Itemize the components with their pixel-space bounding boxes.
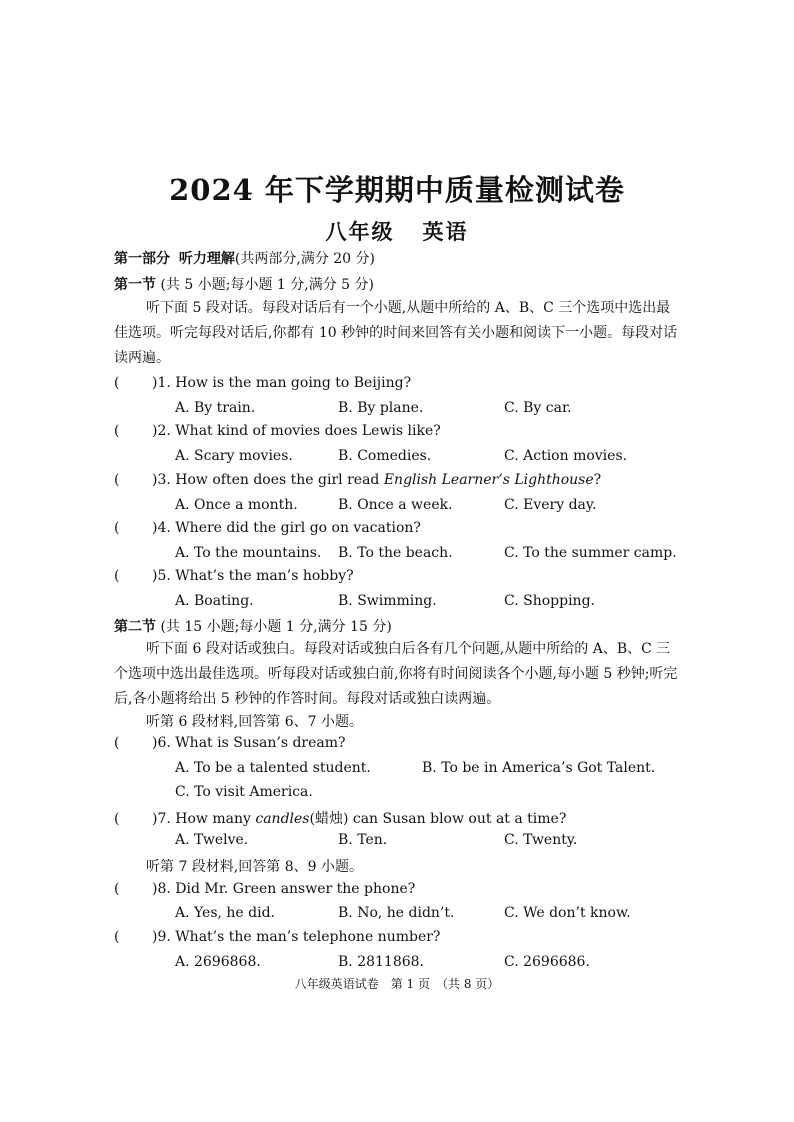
question-number: 2. xyxy=(157,423,171,439)
option-c: C. To visit America. xyxy=(175,784,313,800)
subject-label: 英语 xyxy=(422,219,469,244)
section1-instructions: 听下面 5 段对话。每段对话后有一个小题,从题中所给的 A、B、C 三个选项中选出最佳选项。听完每段对话后,你都有 10 秒钟的时间来回答有关小题和阅读下一小题。每段对话读两遍。 xyxy=(114,300,678,366)
question-text: What is Susan’s dream? xyxy=(175,735,346,751)
question-number: 7. xyxy=(157,811,171,827)
option-a: A. Twelve. xyxy=(175,832,249,848)
question-2: ( )2. What kind of movies does Lewis like? xyxy=(114,423,441,439)
question-5: ( )5. What’s the man’s hobby? xyxy=(114,568,354,584)
question-number: 1. xyxy=(157,375,171,391)
grade-label: 八年级 xyxy=(325,219,395,244)
material-7-prompt: 听第 7 段材料,回答第 8、9 小题。 xyxy=(146,859,363,875)
answer-blank[interactable]: ( xyxy=(114,929,120,945)
question-3: ( )3. How often does the girl read English Learner’s Lighthouse? xyxy=(114,472,602,488)
option-b: B. Swimming. xyxy=(338,593,437,609)
question-7: ( )7. How many candles(蜡烛) can Susan blow out at a time? xyxy=(114,811,567,827)
option-c: C. By car. xyxy=(504,400,572,416)
option-a: A. Scary movies. xyxy=(175,448,293,464)
option-c: C. To the summer camp. xyxy=(504,545,677,561)
question-4: ( )4. Where did the girl go on vacation? xyxy=(114,520,421,536)
question-number: 5. xyxy=(157,568,171,584)
vocab-word: candles xyxy=(255,811,310,827)
question-8: ( )8. Did Mr. Green answer the phone? xyxy=(114,881,416,897)
question-number: 9. xyxy=(157,929,171,945)
question-text: How many xyxy=(175,811,256,827)
option-a: A. By train. xyxy=(175,400,256,416)
answer-blank[interactable]: ( xyxy=(114,472,120,488)
question-text: How is the man going to Beijing? xyxy=(175,375,412,391)
option-a: A. Boating. xyxy=(175,593,254,609)
page-subtitle xyxy=(0,216,794,246)
question-text: How often does the girl read xyxy=(175,472,384,488)
option-b: B. Once a week. xyxy=(338,497,453,513)
answer-blank[interactable]: ( xyxy=(114,811,120,827)
section2-heading xyxy=(114,616,392,636)
option-c: C. Shopping. xyxy=(504,593,595,609)
option-c: C. Twenty. xyxy=(504,832,578,848)
option-c: C. Every day. xyxy=(504,497,597,513)
part1-heading xyxy=(114,248,375,268)
page-title: 2024 年下学期期中质量检测试卷 xyxy=(169,173,625,207)
question-text: Did Mr. Green answer the phone? xyxy=(175,881,416,897)
option-b: B. To be in America’s Got Talent. xyxy=(422,760,656,776)
section1-heading xyxy=(114,274,374,294)
answer-blank[interactable]: ( xyxy=(114,423,120,439)
question-text: What kind of movies does Lewis like? xyxy=(175,423,441,439)
page-footer: 八年级英语试卷 第 1 页 （共 8 页） xyxy=(294,977,500,991)
option-b: B. Ten. xyxy=(338,832,388,848)
question-number: 8. xyxy=(157,881,171,897)
question-number: 3. xyxy=(157,472,171,488)
question-6: ( )6. What is Susan’s dream? xyxy=(114,735,346,751)
option-a: A. 2696868. xyxy=(175,954,261,970)
option-c: C. 2696686. xyxy=(504,954,590,970)
option-c: C. Action movies. xyxy=(504,448,628,464)
question-9: ( )9. What’s the man’s telephone number? xyxy=(114,929,441,945)
question-text: What’s the man’s telephone number? xyxy=(175,929,441,945)
section2-instructions: 听下面 6 段对话或独白。每段对话或独白后各有几个问题,从题中所给的 A、B、C 三个选项中选出最佳选项。听每段对话或独白前,你将有时间阅读各个小题,每小题 5 秒钟;听完后,各小题将给出 5 秒钟的作答时间。每段对话或独白读两遍。 xyxy=(114,641,678,707)
option-b: B. No, he didn’t. xyxy=(338,905,455,921)
option-b: B. To the beach. xyxy=(338,545,453,561)
option-a: A. To be a talented student. xyxy=(175,760,371,776)
option-a: A. To the mountains. xyxy=(175,545,322,561)
answer-blank[interactable]: ( xyxy=(114,881,120,897)
option-b: B. Comedies. xyxy=(338,448,432,464)
question-number: 4. xyxy=(157,520,171,536)
option-a: A. Yes, he did. xyxy=(175,905,276,921)
answer-blank[interactable]: ( xyxy=(114,375,120,391)
question-text: Where did the girl go on vacation? xyxy=(175,520,421,536)
answer-blank[interactable]: ( xyxy=(114,735,120,751)
option-b: B. 2811868. xyxy=(338,954,424,970)
section2-label: 第二节 xyxy=(114,619,156,635)
section1-label: 第一节 xyxy=(114,277,156,293)
question-number: 6. xyxy=(157,735,171,751)
option-b: B. By plane. xyxy=(338,400,424,416)
answer-blank[interactable]: ( xyxy=(114,520,120,536)
part1-name: 听力理解 xyxy=(178,251,235,267)
material-6-prompt: 听第 6 段材料,回答第 6、7 小题。 xyxy=(146,714,363,730)
section2-note: (共 15 小题;每小题 1 分,满分 15 分) xyxy=(160,619,392,635)
option-c: C. We don’t know. xyxy=(504,905,631,921)
question-1: ( )1. How is the man going to Beijing? xyxy=(114,375,412,391)
option-a: A. Once a month. xyxy=(175,497,298,513)
part1-label: 第一部分 xyxy=(114,251,170,267)
book-title: English Learner’s Lighthouse xyxy=(383,472,594,488)
part1-note: (共两部分,满分 20 分) xyxy=(234,251,375,267)
answer-blank[interactable]: ( xyxy=(114,568,120,584)
section1-note: (共 5 小题;每小题 1 分,满分 5 分) xyxy=(160,277,374,293)
question-text: What’s the man’s hobby? xyxy=(175,568,354,584)
